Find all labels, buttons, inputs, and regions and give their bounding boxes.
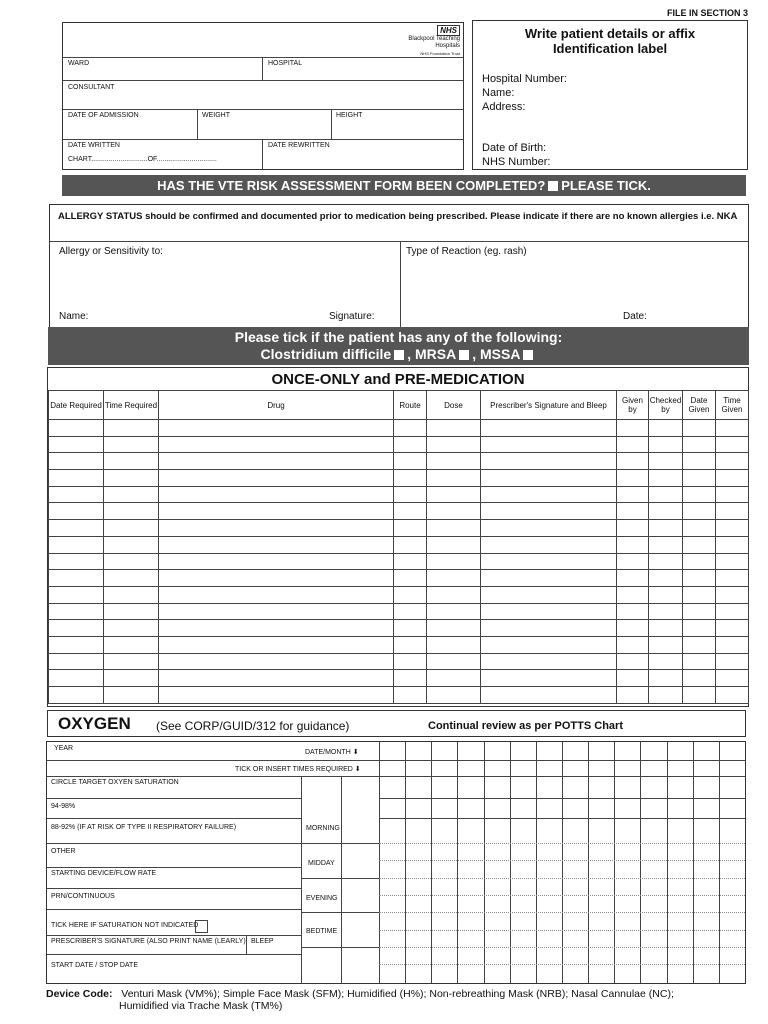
once-only-cell[interactable] [683, 503, 716, 520]
once-only-cell[interactable] [649, 453, 683, 470]
device-code-line1: Venturi Mask (VM%); Simple Face Mask (SFM); Humidified (H%); Non-rebreathing Mask (NRB); Nasal Cannulae (NC); [121, 988, 674, 1000]
once-only-cell[interactable] [617, 570, 649, 587]
once-only-row [49, 420, 749, 437]
once-only-cell[interactable] [394, 436, 427, 453]
once-only-cell[interactable] [49, 453, 104, 470]
range-88-92: 88-92% (IF AT RISK OF TYPE II RESPIRATORY FAILURE) [51, 824, 237, 831]
once-only-cell[interactable] [159, 453, 394, 470]
year-label: YEAR [54, 745, 74, 752]
oxygen-guidance: (See CORP/GUID/312 for guidance) [156, 719, 350, 733]
once-only-cell[interactable] [617, 620, 649, 637]
oxygen-grid-row-line [379, 930, 745, 931]
once-only-cell[interactable] [49, 586, 104, 603]
once-only-row [49, 486, 749, 503]
vte-tick-box[interactable] [548, 181, 558, 191]
once-only-cell[interactable] [481, 670, 617, 687]
once-only-cell[interactable] [159, 620, 394, 637]
starting-device-label: STARTING DEVICE/FLOW RATE [51, 870, 157, 877]
once-only-cell[interactable] [159, 653, 394, 670]
once-only-cell[interactable] [427, 453, 481, 470]
tick-saturation-label: TICK HERE IF SATURATION NOT INDICATED [51, 922, 199, 929]
once-only-row [49, 470, 749, 487]
once-only-cell[interactable] [649, 436, 683, 453]
once-only-row [49, 436, 749, 453]
once-only-cell[interactable] [649, 586, 683, 603]
once-only-cell[interactable] [159, 536, 394, 553]
once-only-cell[interactable] [716, 520, 749, 537]
once-only-cell[interactable] [394, 520, 427, 537]
evening-label: EVENING [306, 895, 338, 902]
allergy-name-label: Name: [59, 311, 89, 322]
once-only-cell[interactable] [716, 670, 749, 687]
once-only-cell[interactable] [649, 503, 683, 520]
device-code-line2: Humidified via Trache Mask (TM%) [119, 1000, 283, 1012]
once-only-cell[interactable] [427, 620, 481, 637]
nhs-logo [408, 25, 460, 57]
once-only-cell[interactable] [427, 653, 481, 670]
once-only-cell[interactable] [427, 570, 481, 587]
once-only-cell[interactable] [683, 436, 716, 453]
oxygen-grid [379, 742, 745, 983]
once-only-cell[interactable] [683, 620, 716, 637]
once-only-cell[interactable] [427, 470, 481, 487]
once-only-cell[interactable] [617, 420, 649, 437]
once-only-cell[interactable] [716, 620, 749, 637]
once-only-cell[interactable] [104, 420, 159, 437]
once-only-cell[interactable] [481, 503, 617, 520]
midday-label: MIDDAY [308, 860, 335, 867]
once-only-row [49, 503, 749, 520]
oxygen-grid-row-line [379, 776, 745, 777]
once-only-cell[interactable] [481, 453, 617, 470]
once-only-cell[interactable] [104, 520, 159, 537]
once-only-cell[interactable] [481, 603, 617, 620]
once-only-cell[interactable] [394, 636, 427, 653]
file-in-section: FILE IN SECTION 3 [666, 8, 748, 18]
once-only-cell[interactable] [716, 586, 749, 603]
oxygen-grid-row-line [379, 760, 745, 761]
once-only-cell[interactable] [617, 503, 649, 520]
once-only-cell[interactable] [394, 586, 427, 603]
cdiff-tick-box[interactable] [394, 350, 404, 360]
once-only-row [49, 687, 749, 704]
once-only-cell[interactable] [159, 603, 394, 620]
oxygen-chart [46, 741, 746, 984]
trust-name-3: NHS Foundation Trust [420, 51, 460, 56]
once-only-cell[interactable] [427, 553, 481, 570]
consultant-label: CONSULTANT [68, 84, 115, 91]
once-only-cell[interactable] [683, 670, 716, 687]
oxygen-grid-row-line [379, 798, 745, 799]
prn-continuous-label: PRN/CONTINUOUS [51, 893, 115, 900]
once-only-cell[interactable] [427, 436, 481, 453]
once-only-row [49, 653, 749, 670]
once-only-cell[interactable] [716, 570, 749, 587]
once-only-cell[interactable] [716, 470, 749, 487]
once-only-cell[interactable] [394, 670, 427, 687]
once-only-cell[interactable] [49, 670, 104, 687]
col-drug: Drug [159, 391, 394, 420]
once-only-cell[interactable] [159, 520, 394, 537]
once-only-cell[interactable] [104, 470, 159, 487]
bleep-label: BLEEP [251, 938, 274, 945]
once-only-cell[interactable] [649, 653, 683, 670]
once-only-cell[interactable] [683, 553, 716, 570]
once-only-cell[interactable] [49, 553, 104, 570]
once-only-cell[interactable] [617, 520, 649, 537]
once-only-cell[interactable] [683, 520, 716, 537]
once-only-cell[interactable] [481, 420, 617, 437]
once-only-cell[interactable] [394, 486, 427, 503]
once-only-cell[interactable] [394, 653, 427, 670]
once-only-cell[interactable] [617, 436, 649, 453]
once-only-cell[interactable] [104, 687, 159, 704]
once-only-cell[interactable] [716, 436, 749, 453]
once-only-cell[interactable] [104, 620, 159, 637]
once-only-cell[interactable] [481, 570, 617, 587]
vte-banner [62, 175, 746, 196]
once-only-cell[interactable] [159, 570, 394, 587]
once-only-cell[interactable] [716, 553, 749, 570]
once-only-cell[interactable] [481, 586, 617, 603]
once-only-cell[interactable] [394, 536, 427, 553]
cdiff-label: Clostridium difficile [260, 346, 392, 362]
once-only-cell[interactable] [617, 603, 649, 620]
device-code [46, 988, 674, 1012]
once-only-cell[interactable] [104, 636, 159, 653]
once-only-cell[interactable] [159, 436, 394, 453]
once-only-cell[interactable] [481, 536, 617, 553]
once-only-cell[interactable] [394, 603, 427, 620]
col-route: Route [394, 391, 427, 420]
oxygen-grid-row-line [379, 860, 745, 861]
oxygen-grid-row-line [379, 895, 745, 896]
once-only-cell[interactable] [104, 653, 159, 670]
ward-label: WARD [68, 60, 90, 67]
once-only-cell[interactable] [49, 636, 104, 653]
allergy-box [49, 204, 749, 328]
once-only-cell[interactable] [49, 503, 104, 520]
once-only-row [49, 536, 749, 553]
once-only-cell[interactable] [104, 553, 159, 570]
once-only-cell[interactable] [649, 687, 683, 704]
col-time-given: Time Given [716, 391, 749, 420]
once-only-cell[interactable] [49, 420, 104, 437]
mrsa-label: MRSA [415, 346, 457, 362]
once-only-cell[interactable] [394, 687, 427, 704]
once-only-row [49, 520, 749, 537]
chart-of-label: CHART.............................OF............................... [68, 156, 217, 163]
once-only-cell[interactable] [104, 586, 159, 603]
once-only-cell[interactable] [49, 653, 104, 670]
once-only-cell[interactable] [481, 470, 617, 487]
allergy-signature-label: Signature: [329, 311, 375, 322]
once-only-cell[interactable] [617, 636, 649, 653]
once-only-cell[interactable] [649, 670, 683, 687]
vte-please-tick: PLEASE TICK. [561, 178, 651, 193]
once-only-cell[interactable] [716, 536, 749, 553]
prescriber-signature-label: PRESCRIBER'S SIGNATURE (ALSO PRINT NAME (LEARLY) [51, 938, 246, 945]
bedtime-label: BEDTIME [306, 928, 338, 935]
once-only-cell[interactable] [716, 420, 749, 437]
target-saturation-label: CIRCLE TARGET OXYEN SATURATION [51, 779, 179, 786]
once-only-cell[interactable] [427, 586, 481, 603]
col-prescriber-signature: Prescriber's Signature and Bleep [481, 391, 617, 420]
once-only-cell[interactable] [49, 603, 104, 620]
once-only-cell[interactable] [49, 470, 104, 487]
once-only-cell[interactable] [649, 536, 683, 553]
date-rewritten-label: DATE REWRITTEN [268, 142, 330, 149]
oxygen-review: Continual review as per POTTS Chart [428, 720, 623, 732]
col-checked-by: Checked by [649, 391, 683, 420]
morning-label: MORNING [306, 825, 340, 832]
once-only-cell[interactable] [394, 453, 427, 470]
col-time-required: Time Required [104, 391, 159, 420]
once-only-cell[interactable] [617, 687, 649, 704]
once-only-section [47, 367, 749, 707]
mssa-label: MSSA [480, 346, 521, 362]
once-only-cell[interactable] [649, 620, 683, 637]
once-only-cell[interactable] [683, 420, 716, 437]
height-label: HEIGHT [336, 112, 363, 119]
allergy-to-label: Allergy or Sensitivity to: [59, 246, 163, 257]
vte-question: HAS THE VTE RISK ASSESSMENT FORM BEEN COMPLETED? [157, 178, 546, 193]
once-only-cell[interactable] [427, 687, 481, 704]
once-only-cell[interactable] [617, 670, 649, 687]
once-only-cell[interactable] [617, 536, 649, 553]
once-only-cell[interactable] [427, 486, 481, 503]
nhs-badge: NHS [437, 25, 460, 36]
once-only-cell[interactable] [104, 536, 159, 553]
once-only-header-row [49, 391, 749, 420]
date-of-admission-label: DATE OF ADMISSION [68, 112, 139, 119]
mrsa-tick-box[interactable] [459, 350, 469, 360]
once-only-cell[interactable] [683, 687, 716, 704]
once-only-cell[interactable] [427, 536, 481, 553]
once-only-cell[interactable] [394, 570, 427, 587]
once-only-table [48, 390, 749, 704]
oxygen-title-box [47, 710, 746, 737]
once-only-cell[interactable] [394, 553, 427, 570]
once-only-row [49, 453, 749, 470]
trust-name-1: Blackpool Teaching [408, 36, 460, 42]
once-only-cell[interactable] [159, 486, 394, 503]
once-only-row [49, 670, 749, 687]
once-only-cell[interactable] [481, 436, 617, 453]
col-date-given: Date Given [683, 391, 716, 420]
oxygen-grid-row-line [379, 947, 745, 948]
once-only-cell[interactable] [159, 687, 394, 704]
oxygen-grid-row-line [379, 964, 745, 965]
infection-banner: Please tick if the patient has any of the following: Clostridium difficile , MRSA , MSSA [48, 327, 749, 365]
start-stop-date-label: START DATE / STOP DATE [51, 962, 139, 969]
once-only-cell[interactable] [617, 586, 649, 603]
col-dose: Dose [427, 391, 481, 420]
date-month-label: DATE/MONTH ⬇ [305, 749, 359, 756]
once-only-cell[interactable] [104, 436, 159, 453]
once-only-row [49, 603, 749, 620]
once-only-cell[interactable] [716, 653, 749, 670]
weight-label: WEIGHT [202, 112, 230, 119]
saturation-tick-box[interactable] [195, 920, 208, 933]
mssa-tick-box[interactable] [523, 350, 533, 360]
tick-times-label: TICK OR INSERT TIMES REQUIRED ⬇ [235, 766, 361, 773]
once-only-cell[interactable] [394, 503, 427, 520]
once-only-cell[interactable] [159, 553, 394, 570]
once-only-cell[interactable] [716, 503, 749, 520]
col-date-required: Date Required [49, 391, 104, 420]
once-only-row [49, 586, 749, 603]
once-only-cell[interactable] [394, 470, 427, 487]
once-only-cell[interactable] [617, 486, 649, 503]
oxygen-grid-row-line [379, 843, 745, 844]
once-only-cell[interactable] [49, 486, 104, 503]
other-target-label: OTHER [51, 848, 76, 855]
once-only-cell[interactable] [683, 470, 716, 487]
once-only-cell[interactable] [159, 586, 394, 603]
once-only-cell[interactable] [683, 536, 716, 553]
patient-details-box [472, 20, 748, 170]
once-only-cell[interactable] [683, 453, 716, 470]
once-only-row [49, 620, 749, 637]
once-only-cell[interactable] [683, 486, 716, 503]
patient-box-title-1: Write patient details or affix [524, 26, 696, 41]
date-written-label: DATE WRITTEN [68, 142, 120, 149]
once-only-cell[interactable] [394, 420, 427, 437]
once-only-cell[interactable] [427, 603, 481, 620]
trust-name-2: Hospitals [435, 43, 460, 49]
once-only-cell[interactable] [716, 636, 749, 653]
once-only-cell[interactable] [683, 653, 716, 670]
once-only-cell[interactable] [427, 636, 481, 653]
once-only-cell[interactable] [683, 636, 716, 653]
reaction-type-label: Type of Reaction (eg. rash) [406, 246, 527, 257]
once-only-cell[interactable] [49, 536, 104, 553]
oxygen-grid-row-line [379, 878, 745, 879]
patient-box-title-2: Identification label [552, 41, 668, 56]
once-only-row [49, 636, 749, 653]
once-only-cell[interactable] [159, 470, 394, 487]
once-only-cell[interactable] [481, 687, 617, 704]
once-only-cell[interactable] [159, 503, 394, 520]
once-only-cell[interactable] [104, 503, 159, 520]
once-only-cell[interactable] [481, 636, 617, 653]
once-only-cell[interactable] [104, 570, 159, 587]
once-only-cell[interactable] [716, 453, 749, 470]
once-only-cell[interactable] [427, 670, 481, 687]
once-only-cell[interactable] [649, 486, 683, 503]
date-of-birth-label: Date of Birth: [482, 142, 547, 154]
once-only-cell[interactable] [427, 520, 481, 537]
once-only-cell[interactable] [716, 687, 749, 704]
once-only-cell[interactable] [427, 420, 481, 437]
once-only-cell[interactable] [49, 620, 104, 637]
once-only-cell[interactable] [427, 503, 481, 520]
oxygen-grid-row-line [379, 818, 745, 819]
once-only-cell[interactable] [104, 486, 159, 503]
once-only-title: ONCE-ONLY and PRE-MEDICATION [271, 371, 525, 388]
oxygen-grid-row-line [379, 912, 745, 913]
once-only-cell[interactable] [649, 603, 683, 620]
patient-name-label: Name: [482, 87, 515, 99]
once-only-cell[interactable] [481, 653, 617, 670]
once-only-cell[interactable] [104, 670, 159, 687]
once-only-cell[interactable] [49, 520, 104, 537]
once-only-cell[interactable] [481, 520, 617, 537]
hospital-label: HOSPITAL [268, 60, 303, 67]
address-label: Address: [482, 101, 526, 113]
once-only-cell[interactable] [649, 636, 683, 653]
once-only-cell[interactable] [481, 553, 617, 570]
once-only-cell[interactable] [49, 436, 104, 453]
once-only-cell[interactable] [481, 620, 617, 637]
col-given-by: Given by [617, 391, 649, 420]
once-only-cell[interactable] [49, 570, 104, 587]
once-only-cell[interactable] [683, 586, 716, 603]
once-only-cell[interactable] [649, 470, 683, 487]
once-only-cell[interactable] [617, 453, 649, 470]
once-only-cell[interactable] [394, 620, 427, 637]
once-only-cell[interactable] [716, 603, 749, 620]
once-only-cell[interactable] [49, 687, 104, 704]
once-only-cell[interactable] [683, 570, 716, 587]
once-only-cell[interactable] [481, 486, 617, 503]
device-code-label: Device Code: [46, 988, 113, 1000]
once-only-cell[interactable] [617, 553, 649, 570]
once-only-cell[interactable] [617, 470, 649, 487]
once-only-cell[interactable] [683, 603, 716, 620]
range-94-98: 94-98% [51, 803, 76, 810]
once-only-cell[interactable] [104, 453, 159, 470]
nhs-number-label: NHS Number: [482, 156, 551, 168]
allergy-status-text: ALLERGY STATUS should be confirmed and documented prior to medication being prescribed. Please indicate if there are no known allergies i.e. NKA [58, 211, 738, 222]
once-only-row [49, 553, 749, 570]
oxygen-title: OXYGEN [58, 714, 131, 733]
admin-details-box [62, 22, 464, 170]
once-only-cell[interactable] [104, 603, 159, 620]
infection-prompt: Please tick if the patient has any of the following: [234, 329, 563, 345]
once-only-cell[interactable] [159, 420, 394, 437]
once-only-row [49, 570, 749, 587]
allergy-date-label: Date: [623, 311, 647, 322]
once-only-cell[interactable] [159, 636, 394, 653]
once-only-cell[interactable] [159, 670, 394, 687]
once-only-cell[interactable] [649, 420, 683, 437]
once-only-cell[interactable] [617, 653, 649, 670]
once-only-cell[interactable] [649, 520, 683, 537]
once-only-cell[interactable] [649, 570, 683, 587]
once-only-cell[interactable] [716, 486, 749, 503]
once-only-cell[interactable] [649, 553, 683, 570]
hospital-number-label: Hospital Number: [482, 73, 567, 85]
